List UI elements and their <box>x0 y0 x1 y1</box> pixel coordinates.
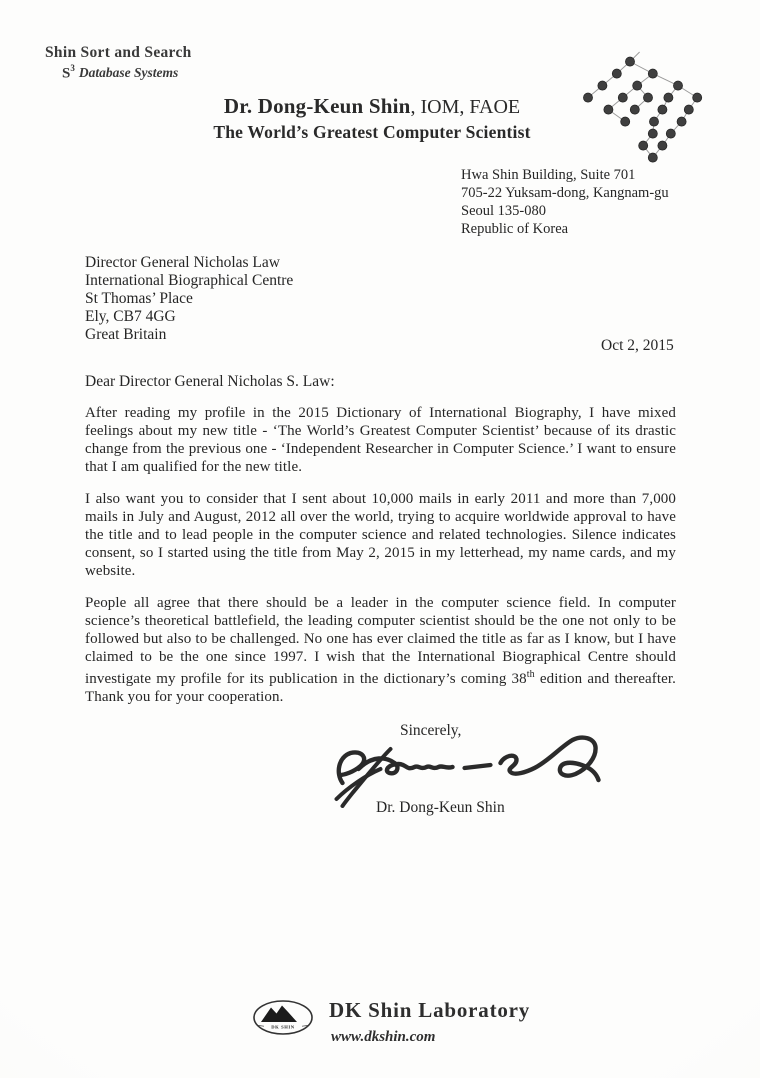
recipient-line: Great Britain <box>85 326 167 343</box>
person-credentials: , IOM, FAOE <box>410 96 521 118</box>
letter-date: Oct 2, 2015 <box>601 337 674 354</box>
lab-name: DK Shin Laboratory <box>329 998 531 1022</box>
paragraph-3 <box>85 594 676 706</box>
person-name: Dr. Dong-Keun Shin <box>223 94 411 118</box>
paragraph-3-text-end: edition and thereafter. Thank you for your cooperation. <box>85 671 676 705</box>
division-label: Database Systems <box>78 65 179 81</box>
person-name-line <box>0 94 744 119</box>
division-prefix: S <box>62 65 71 82</box>
recipient-line: International Biographical Centre <box>85 272 294 289</box>
sender-address-line: Seoul 135-080 <box>461 203 546 219</box>
website-url: www.dkshin.com <box>331 1029 436 1045</box>
recipient-line: Ely, CB7 4GG <box>85 308 176 325</box>
mountain-oval-logo <box>252 998 314 1038</box>
footer <box>252 998 530 1046</box>
masthead <box>45 44 192 82</box>
footer-logo-text: DK SHIN <box>271 1024 295 1030</box>
paragraph-1: After reading my profile in the 2015 Dictionary of International Biography, I have mixed feelings about my new title - ‘The World’s Greatest Computer Scientist’ because of its drastic change from the previous one - ‘Independent Researcher in Computer Science.’ I want to ensure that I am qualified for the new title. <box>85 405 676 475</box>
sender-address-line: 705-22 Yuksam-dong, Kangnam-gu <box>461 185 669 201</box>
recipient-line: St Thomas’ Place <box>85 290 193 307</box>
person-title: The World’s Greatest Computer Scientist <box>213 122 531 142</box>
salutation: Dear Director General Nicholas S. Law: <box>85 373 335 390</box>
division-name <box>62 63 192 82</box>
letter-body <box>85 404 676 720</box>
valediction: Sincerely, <box>400 722 462 739</box>
company-name: Shin Sort and Search <box>45 44 192 61</box>
paragraph-3-text: People all agree that there should be a leader in the computer science field. In computer science’s theoretical battlefield, the leading computer scientist should be the one not only to be followed but also to be challenged. No one has ever claimed the title as far as I know, but I have claimed to be the one since 1997. I wish that the International Biographical Centre should investigate my profile for its publication in the dictionary’s coming 38 <box>85 595 676 687</box>
signer-name: Dr. Dong-Keun Shin <box>376 799 505 816</box>
footer-text <box>329 998 530 1046</box>
ordinal-superscript: th <box>526 669 535 680</box>
sender-address-line: Republic of Korea <box>461 221 569 237</box>
letterhead-title <box>0 94 744 143</box>
handwritten-signature <box>330 733 615 808</box>
sender-address <box>461 166 669 238</box>
recipient-address <box>85 254 293 344</box>
division-superscript: 3 <box>70 63 75 73</box>
recipient-line: Director General Nicholas Law <box>85 254 280 271</box>
sender-address-line: Hwa Shin Building, Suite 701 <box>461 167 636 183</box>
paragraph-2: I also want you to consider that I sent about 10,000 mails in early 2011 and more than 7,000 mails in July and August, 2012 all over the world, trying to acquire worldwide approval to have the title and to lead people in the computer science and related technologies. Silence indicates consent, so I started using the title from May 2, 2015 in my letterhead, my name cards, and my website. <box>85 491 676 579</box>
